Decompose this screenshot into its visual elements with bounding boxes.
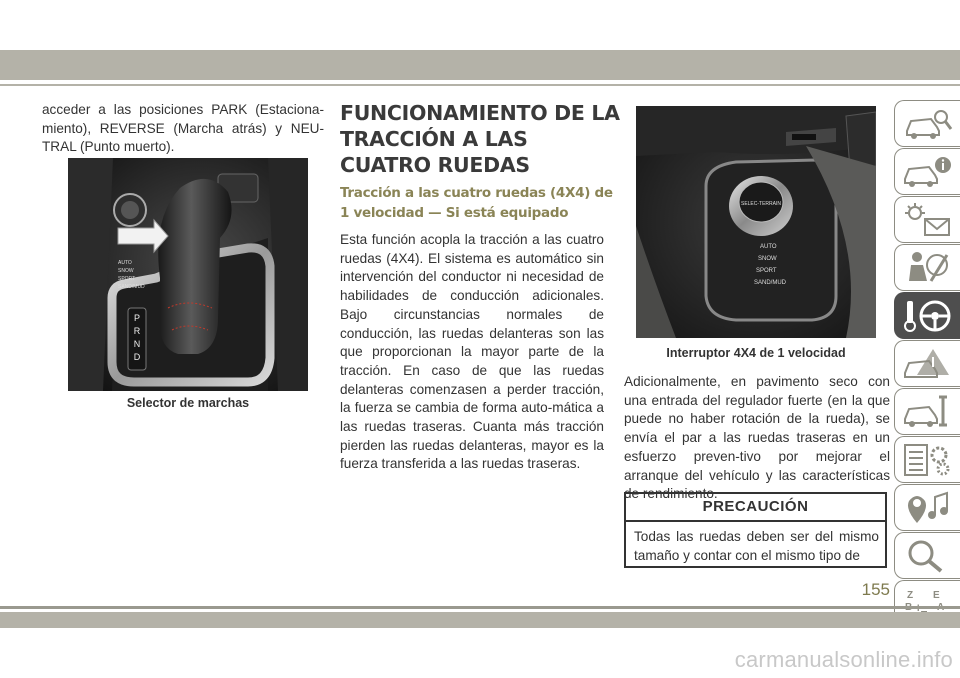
car-info-icon — [903, 155, 953, 189]
tab-technical-specs[interactable] — [894, 436, 960, 483]
shifter-label-sport: SPORT — [118, 276, 136, 282]
caution-box — [624, 492, 887, 568]
4x4-switch-caption: Interruptor 4X4 de 1 velocidad — [666, 346, 846, 360]
caution-text: Todas las ruedas deben ser del mismo tamaño y contar con el mismo tipo de — [634, 529, 879, 563]
gear-selector-caption: Selector de marchas — [126, 396, 250, 410]
car-wrench-icon — [903, 395, 953, 429]
tab-multimedia[interactable] — [894, 484, 960, 531]
tab-customer-assistance[interactable] — [894, 532, 960, 579]
shifter-label-sand-mud: SAND/MUD — [118, 284, 145, 290]
knob-label-select: SELEC-TERRAIN — [740, 201, 782, 207]
footer-band — [0, 612, 960, 628]
knob-label-sport: SPORT — [756, 268, 777, 274]
gear-d: D — [133, 352, 141, 362]
index-letter-z: Z — [907, 590, 914, 601]
header-band — [0, 50, 960, 80]
tab-starting-operating[interactable] — [894, 292, 960, 339]
4x4-switch-photo — [636, 106, 876, 338]
tab-getting-to-know[interactable] — [894, 148, 960, 195]
section-heading: FUNCIONAMIENTO DE LA TRACCIÓN A LAS CUATRO RUEDAS — [340, 101, 620, 177]
knob-label-snow: SNOW — [758, 256, 777, 262]
header-rule — [0, 84, 960, 86]
column3-paragraph: Adicionalmente, en pavimento seco con una entrada del regulador fuerte (en la que puede no haber rotación de la rueda), se envía el par a las ruedas traseras en un esfuerzo preven-tivo por mejorar el arranque del vehículo y las características de rendimiento. — [624, 374, 890, 502]
passenger-airbag-icon — [903, 251, 953, 285]
tab-servicing[interactable] — [894, 388, 960, 435]
shifter-label-snow: SNOW — [118, 268, 134, 274]
knob-label-auto: AUTO — [760, 244, 777, 250]
watermark: carmanualsonline.info — [734, 647, 953, 672]
index-letter-e: E — [933, 590, 940, 601]
key-steering-wheel-icon — [903, 299, 953, 333]
section-subheading: Tracción a las cuatro ruedas (4X4) de 1 velocidad — Si está equipado — [340, 185, 613, 221]
car-hazard-icon — [903, 347, 953, 381]
page-number: 155 — [861, 580, 890, 599]
checklist-gears-icon — [903, 443, 953, 477]
search-magnifier-icon — [903, 539, 953, 573]
gear-r: R — [133, 326, 141, 336]
tab-safety[interactable] — [894, 244, 960, 291]
shifter-label-auto: AUTO — [118, 260, 132, 266]
knob-label-sand-mud: SAND/MUD — [754, 280, 787, 286]
tab-instrument-panel[interactable] — [894, 196, 960, 243]
navigation-music-icon — [903, 491, 953, 525]
gear-n: N — [133, 339, 141, 349]
gear-selector-photo — [68, 158, 308, 391]
column1-paragraph: acceder a las posiciones PARK (Estaciona-miento), REVERSE (Marcha atrás) y NEU-TRAL (Punto muerto). — [42, 102, 324, 155]
tab-vehicle-overview[interactable] — [894, 100, 960, 147]
tab-emergency[interactable] — [894, 340, 960, 387]
gear-p: P — [133, 313, 141, 323]
footer-rule — [0, 606, 960, 609]
caution-title: PRECAUCIÓN — [626, 494, 885, 522]
column2-paragraph: Esta función acopla la tracción a las cuatro ruedas (4X4). El sistema es automático sin intervención del conductor ni necesidad de habilidades de conducción adicionales. Bajo circunstancias normales de conducción, las ruedas delanteras son las que proporcionan la mayor parte de la tracción. En caso de que las ruedas delanteras comenzasen a perder tracción, la fuerza se cambia de forma auto-mática a las ruedas traseras. Cuanta más tracción pierden las ruedas delanteras, mayor es la fuerza transferida a las ruedas traseras. — [340, 232, 604, 472]
car-magnifier-icon — [903, 107, 953, 141]
warning-lights-envelope-icon — [903, 203, 953, 237]
